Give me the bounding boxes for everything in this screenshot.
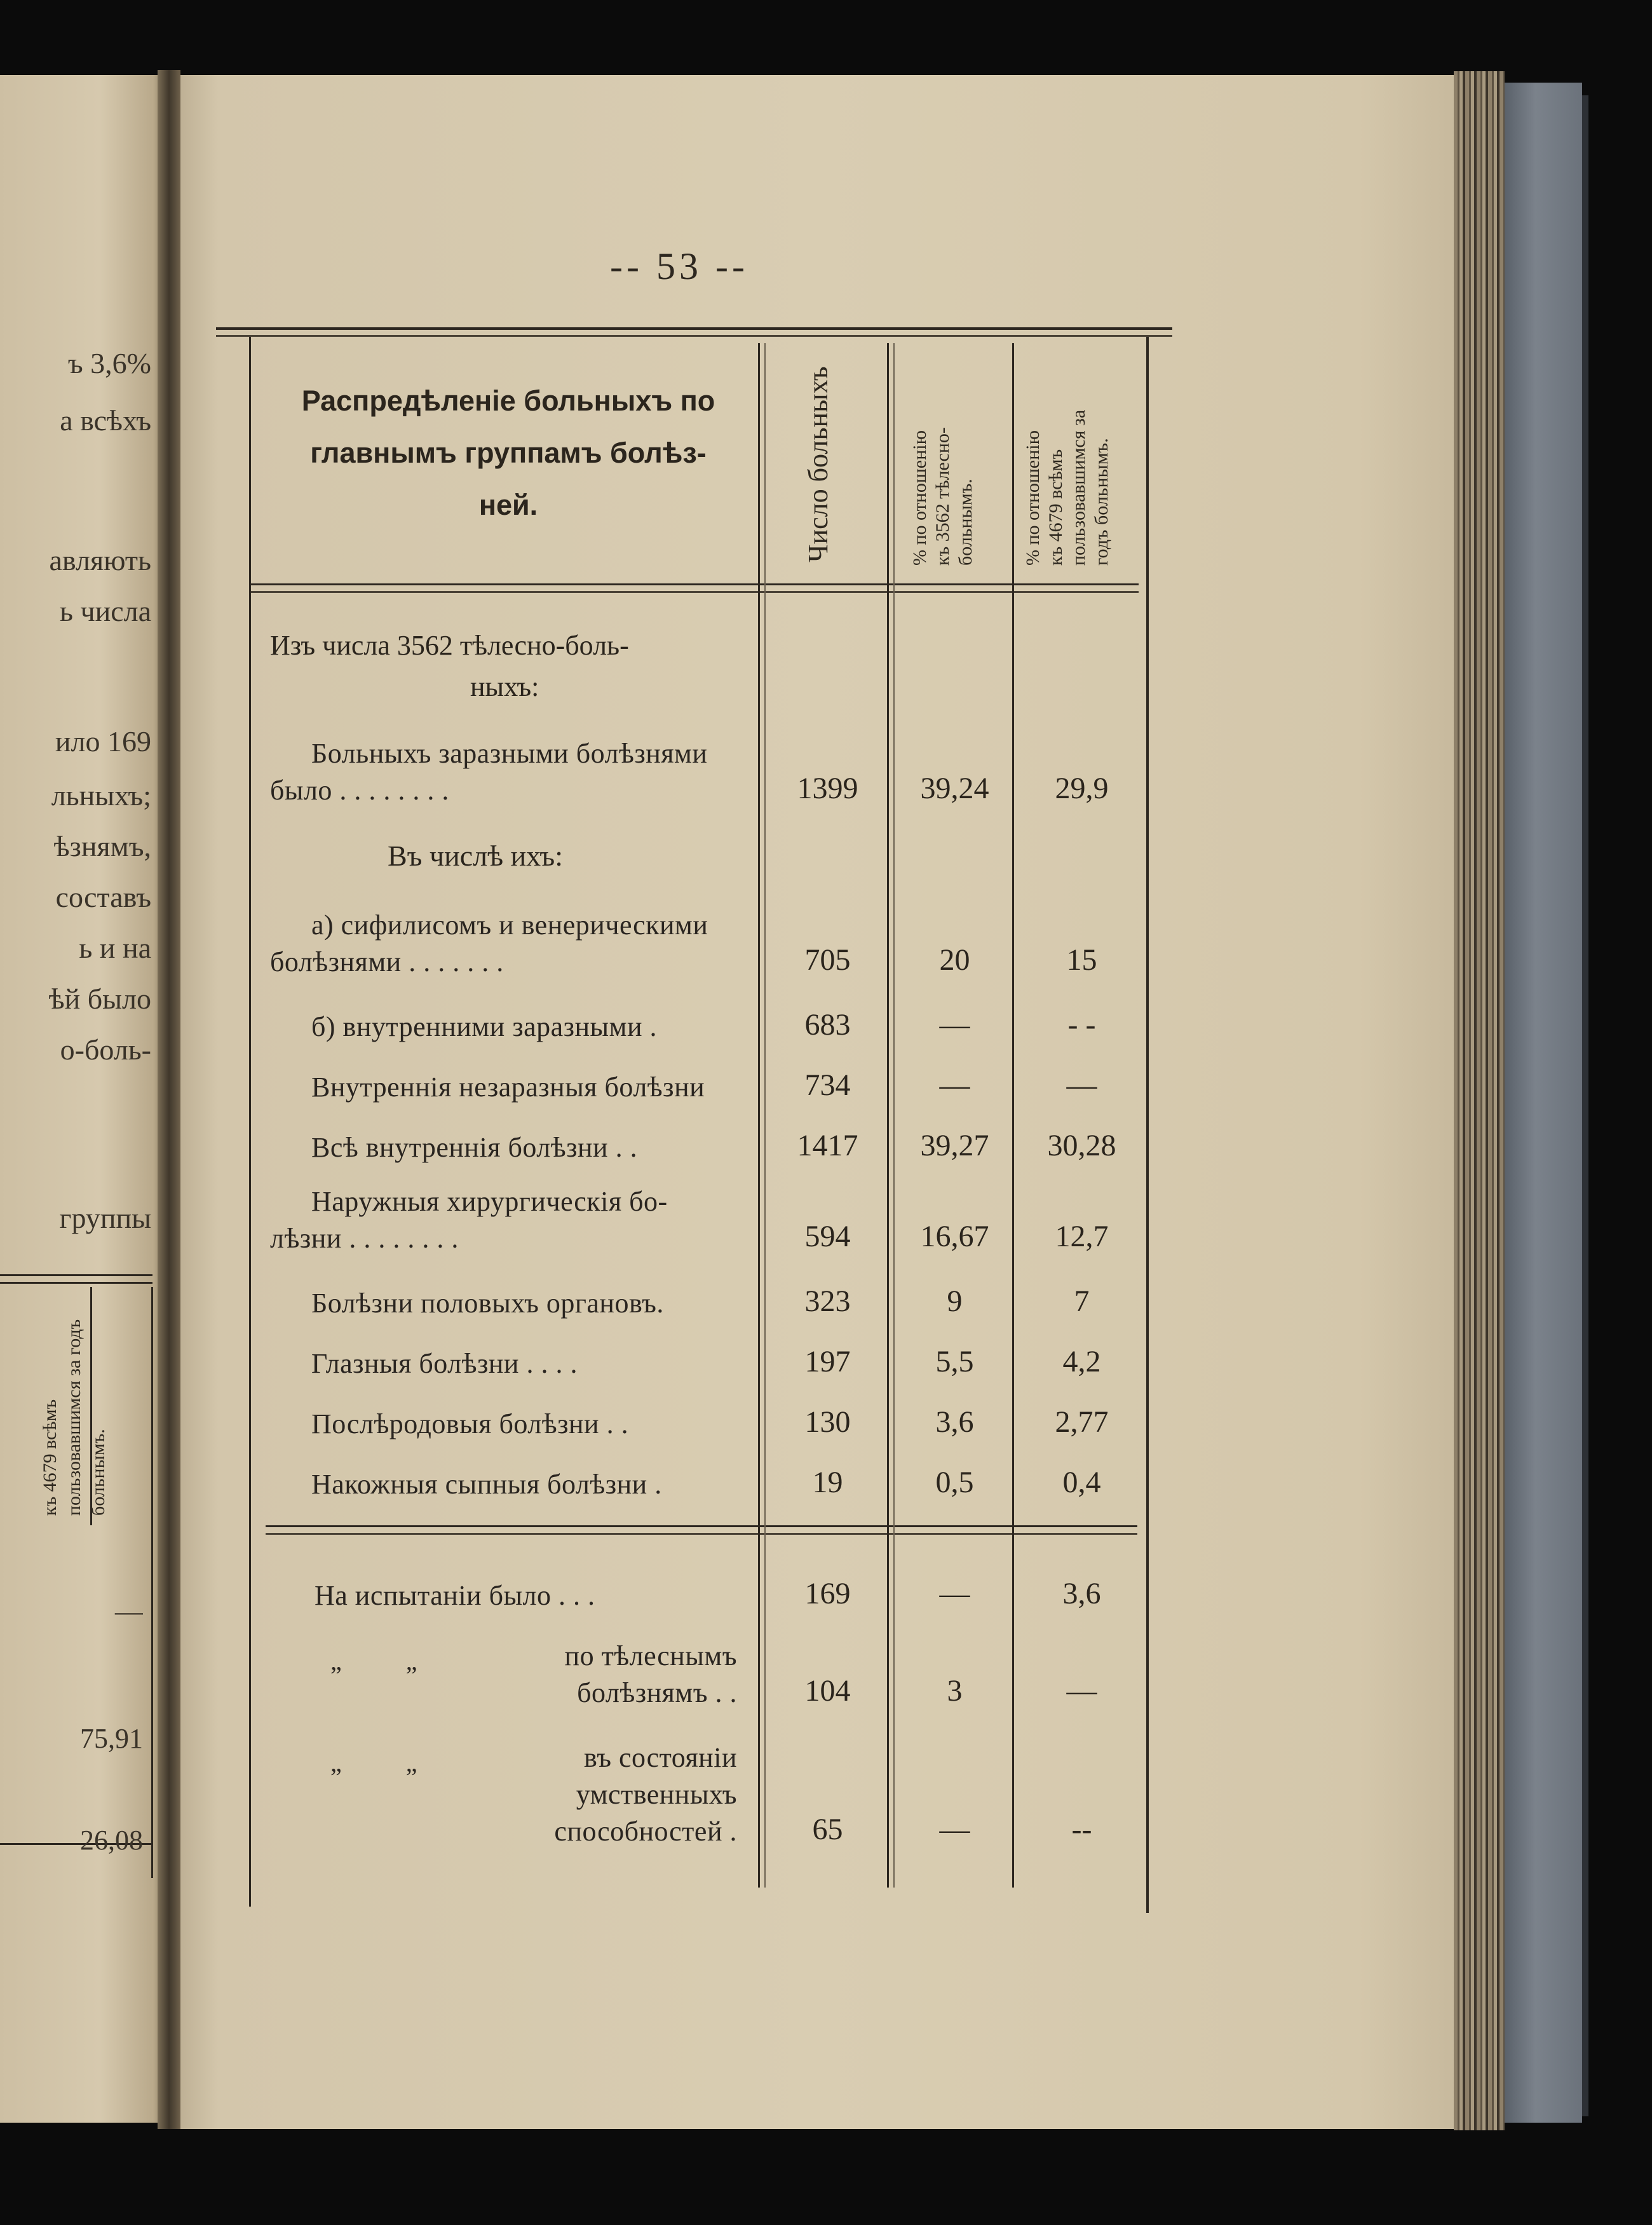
- row-count: 19: [812, 1466, 843, 1499]
- left-page-line: ѣй было: [48, 983, 151, 1015]
- col-header-pct-3562-line-3: больнымъ.: [955, 479, 976, 566]
- footer-row-pct-4679: —: [1066, 1674, 1097, 1708]
- row-pct-3562: 3,6: [935, 1405, 974, 1439]
- row-pct-4679: 4,2: [1062, 1345, 1101, 1378]
- row-pct-4679: 15: [1066, 943, 1097, 977]
- footer-row-count: 169: [804, 1577, 851, 1610]
- intro-line-2: ныхъ:: [470, 671, 539, 702]
- row-pct-4679: 0,4: [1062, 1466, 1101, 1499]
- col-header-pct-4679-line-1: % по отношенію: [1022, 430, 1043, 566]
- footer-row-label: На испытаніи было . . .: [315, 1580, 595, 1611]
- left-page-line: составъ: [55, 881, 151, 913]
- left-table-value: 26,08: [80, 1825, 143, 1856]
- row-label: болѣзнями . . . . . . .: [270, 946, 504, 977]
- col-header-count: Число больныхъ: [802, 366, 834, 562]
- section-rule-2: [266, 1533, 1137, 1535]
- col-header-pct-3562-line-1: % по отношенію: [909, 430, 930, 566]
- left-page-line: о-боль-: [60, 1033, 151, 1066]
- row-label: было . . . . . . . .: [270, 775, 449, 806]
- row-count: 130: [804, 1405, 851, 1439]
- footer-row-count: 104: [804, 1674, 851, 1708]
- left-table-value: —: [115, 1596, 143, 1627]
- row-pct-4679: - -: [1067, 1008, 1096, 1042]
- footer-row-label: по тѣлеснымъ: [564, 1640, 737, 1671]
- col-divider-3: [1012, 343, 1014, 1888]
- footer-row-pct-3562: —: [939, 1813, 970, 1846]
- left-page-line: а всѣхъ: [60, 404, 151, 437]
- row-pct-3562: 39,27: [920, 1129, 989, 1162]
- left-table-header: къ 4679 всѣмъ пользовавшимся за годъ больнымъ.: [39, 1319, 109, 1516]
- row-count: 705: [804, 943, 851, 977]
- row-label: Глазныя болѣзни . . . .: [311, 1348, 578, 1379]
- row-count: 683: [804, 1008, 851, 1042]
- col-divider-2b: [893, 343, 895, 1888]
- ditto-marks: „ „: [330, 1748, 418, 1777]
- left-page: [0, 75, 166, 2123]
- row-pct-3562: 0,5: [935, 1466, 974, 1499]
- row-pct-3562: 39,24: [920, 772, 989, 805]
- row-label: Накожныя сыпныя болѣзни .: [311, 1469, 662, 1500]
- col-header-pct-4679-line-3: пользовавшимся за: [1068, 409, 1089, 566]
- left-table-value: 75,91: [80, 1723, 143, 1754]
- row-label: Всѣ внутреннія болѣзни . .: [311, 1132, 638, 1163]
- row-label: Болѣзни половыхъ органовъ.: [311, 1288, 664, 1319]
- footer-row-label: болѣзнямъ . .: [577, 1677, 737, 1708]
- section-rule: [266, 1525, 1137, 1527]
- book-cover: [1505, 83, 1582, 2123]
- row-label: лѣзни . . . . . . . .: [270, 1223, 459, 1254]
- row-pct-3562: 5,5: [935, 1345, 974, 1378]
- row-label: Наружныя хирургическія бо-: [311, 1186, 668, 1217]
- footer-row-label: умственныхъ: [576, 1779, 737, 1810]
- row-pct-4679: 30,28: [1047, 1129, 1116, 1162]
- left-page-line: авляють: [49, 544, 151, 576]
- row-pct-4679: 7: [1074, 1284, 1090, 1318]
- col-divider-1: [758, 343, 760, 1888]
- row-pct-3562: —: [939, 1068, 970, 1102]
- col-header-pct-3562-line-2: къ 3562 тѣлесно-: [932, 427, 953, 566]
- footer-row-count: 65: [812, 1813, 843, 1846]
- row-pct-4679: 12,7: [1055, 1220, 1109, 1253]
- ditto-marks: „ „: [330, 1647, 418, 1675]
- footer-row-pct-4679: 3,6: [1062, 1577, 1101, 1610]
- row-count: 197: [804, 1345, 851, 1378]
- left-table-rule-2: [0, 1282, 152, 1284]
- book-spine: [158, 70, 180, 2129]
- footer-row-label: способностей .: [554, 1816, 737, 1847]
- row-count: 734: [804, 1068, 851, 1102]
- table-title: [267, 375, 750, 531]
- left-page-line: льныхъ;: [51, 779, 151, 812]
- col-header-pct-4679: [1022, 410, 1113, 566]
- footer-row-label: въ состояніи: [584, 1742, 737, 1773]
- row-count: 1417: [797, 1129, 858, 1162]
- col-header-pct-4679-line-4: годъ больнымъ.: [1091, 438, 1112, 566]
- col-divider-2: [887, 343, 889, 1888]
- row-label: а) сифилисомъ и венерическими: [311, 909, 708, 941]
- row-label: б) внутренними заразными .: [311, 1011, 658, 1042]
- row-label: Послѣродовыя болѣзни . .: [311, 1408, 629, 1439]
- row-label: Больныхъ заразными болѣзнями: [311, 738, 708, 769]
- row-pct-4679: 29,9: [1055, 772, 1109, 805]
- left-page-line: группы: [59, 1202, 151, 1234]
- intro-line-1: Изъ числа 3562 тѣлесно-боль-: [270, 630, 629, 661]
- row-pct-4679: 2,77: [1055, 1405, 1109, 1439]
- table-left-border: [249, 337, 251, 1907]
- table-title-line-3: ней.: [478, 489, 538, 521]
- left-table-rule: [0, 1274, 152, 1276]
- table-top-rule: [216, 327, 1172, 330]
- header-bottom-rule: [249, 583, 1139, 585]
- page-edges: [1454, 71, 1505, 2130]
- col-header-pct-3562: [909, 427, 977, 566]
- table-title-line-2: главнымъ группамъ болѣз-: [310, 437, 707, 469]
- page-number: -- 53 --: [610, 245, 748, 287]
- row-pct-3562: 16,67: [920, 1220, 989, 1253]
- row-pct-3562: 9: [947, 1284, 963, 1318]
- cover-edge: [1582, 95, 1588, 2116]
- footer-row-pct-4679: --: [1071, 1813, 1092, 1846]
- left-page-line: ило 169: [55, 725, 151, 758]
- col-divider-1b: [764, 343, 766, 1888]
- left-page-line: ѣзнямъ,: [53, 830, 151, 862]
- footer-row-pct-3562: —: [939, 1577, 970, 1610]
- left-table-vline-2: [151, 1287, 153, 1878]
- row-count: 594: [804, 1220, 851, 1253]
- row-pct-3562: 20: [939, 943, 970, 977]
- row-label: Внутреннія незаразныя болѣзни: [311, 1072, 705, 1103]
- left-page-line: ь и на: [79, 932, 151, 964]
- left-page-line: ъ 3,6%: [67, 347, 151, 379]
- left-page-line: ь числа: [59, 595, 151, 627]
- table-title-line-1: Распредѣленіе больныхъ по: [301, 384, 715, 417]
- header-bottom-rule-2: [249, 591, 1139, 593]
- col-header-pct-4679-line-2: къ 4679 всѣмъ: [1045, 449, 1066, 566]
- footer-row-pct-3562: 3: [947, 1674, 963, 1708]
- row-pct-4679: —: [1066, 1068, 1097, 1102]
- row-pct-3562: —: [939, 1008, 970, 1042]
- table-top-rule-2: [216, 335, 1172, 337]
- row-count: 323: [804, 1284, 851, 1318]
- subhead-label: Въ числѣ ихъ:: [388, 840, 563, 872]
- row-count: 1399: [797, 772, 858, 805]
